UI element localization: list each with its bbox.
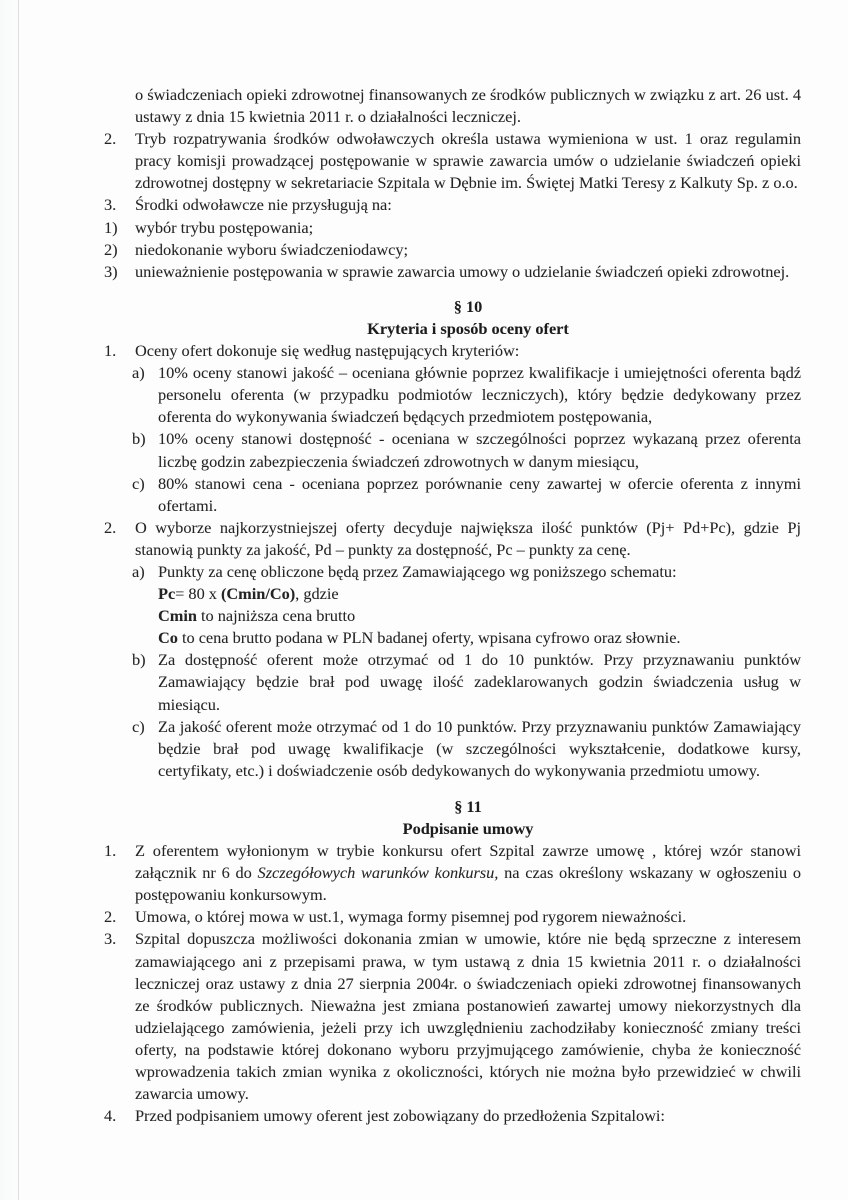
list-marker: 1. [104,841,117,861]
list-text: 80% stanowi cena - oceniana poprzez porównanie ceny zawartej w ofercie oferenta z innymi ofertami. [158,473,801,515]
formula-equation: = 80 x [175,584,221,604]
cmin-definition: to najniższa cena brutto [196,606,356,626]
document-reference-italic: Szczegółowych warunków konkursu, [257,863,499,883]
price-formula-line [158,583,801,605]
list-text: unieważnienie postępowania w sprawie zawarcia umowy o udzielanie świadczeń opieki zdrowotnej. [135,261,790,281]
list-text: Punkty za cenę obliczone będą przez Zamawiającego wg poniższego schematu: [158,561,677,581]
list-marker: 3. [104,195,117,215]
s10-item-1c [132,473,801,517]
s10-item-2 [104,517,801,561]
list-text: wybór trybu postępowania; [135,217,314,237]
sublist-item-3 [104,261,801,283]
s10-item-2a [132,561,801,583]
list-marker: 2. [104,517,117,537]
list-text: Za dostępność oferent może otrzymać od 1 do 10 punktów. Przy przyznawaniu punktów Zamawiający będzie brał pod uwagę ilość zadeklarowanych godzin świadczenia usług w miesiącu. [158,650,801,714]
list-text: Szpital dopuszcza możliwości dokonania zmian w umowie, które nie będą sprzeczne z interesem zamawiającego ani z przepisami prawa, w tym ustawą z dnia 15 kwietnia 2011 r. o działalności leczniczej oraz ustawy z dnia 27 sierpnia 2004r. o świadczeniach opieki zdrowotnej finansowanych ze środków publicznych. Nieważna jest zmiana postanowień zawartej umowy niekorzystnych dla udzielającego zamówienia, jeżeli przy ich uwzględnieniu zachodziłaby konieczność zmiany treści oferty, na podstawie której dokonano wyboru przyjmującego zamówienie, chyba że konieczność wprowadzenia takich zmian wynika z okoliczności, których nie można było przewidzieć w chwili zawarcia umowy. [135,929,801,1104]
s10-item-2c [132,716,801,782]
co-symbol: Co [158,628,178,648]
section-title: Kryteria i sposób oceny ofert [367,318,569,338]
list-marker: 2) [104,239,118,259]
list-item-3 [104,194,801,216]
list-text: Oceny ofert dokonuje się według następujących kryteriów: [135,341,520,361]
section-number: § 10 [453,296,483,316]
list-marker: c) [132,473,145,493]
list-text: Środki odwoławcze nie przysługują na: [135,195,392,215]
list-marker: 4. [104,1106,117,1126]
document-content [104,84,801,1127]
list-marker: 1. [104,341,117,361]
list-marker: b) [132,429,146,449]
list-marker: 3) [104,261,118,281]
section-10-heading [135,296,801,340]
formula-tail: , gdzie [295,584,339,604]
s10-item-1a [132,362,801,428]
s10-item-1 [104,340,801,362]
list-text: Umowa, o której mowa w ust.1, wymaga formy pisemnej pod rygorem nieważności. [135,907,687,927]
s11-item-4 [104,1105,801,1127]
cmin-definition-line [158,605,801,627]
cmin-symbol: Cmin [158,606,197,626]
list-text: niedokonanie wyboru świadczeniodawcy; [135,239,409,259]
list-text: O wyborze najkorzystniejszej oferty decyduje największa ilość punktów (Pj+ Pd+Pc), gdzie Pj stanowią punkty za jakość, Pd – punkty za dostępność, Pc – punkty za cenę. [135,517,801,559]
list-marker: a) [132,363,145,383]
s11-item-2 [104,906,801,928]
s10-item-2b [132,649,801,715]
list-item-2 [104,128,801,194]
list-marker: a) [132,561,145,581]
s11-item-3 [104,928,801,1105]
co-definition-line [158,627,801,649]
list-text-pre: Z oferentem wyłonionym w trybie konkursu ofert Szpital zawrze umowę , której wzór stanowi załącznik nr 6 do [135,841,801,883]
list-text: Za jakość oferent może otrzymać od 1 do 10 punktów. Przy przyznawaniu punktów Zamawiający będzie brał pod uwagę kwalifikacje (w szczególności wykształcenie, dodatkowe kursy, certyfikaty, etc.) i doświadczenie osób dedykowanych do wykonywania przedmiotu umowy. [158,716,801,780]
section-number: § 11 [454,796,482,816]
list-text: 10% oceny stanowi jakość – oceniana głównie poprzez kwalifikacje i umiejętności oferenta bądź personelu oferenta (w przypadku podmiotów leczniczych), który będzie dedykowany przez oferenta do wykonywania świadczeń będących przedmiotem postępowania, [158,363,801,427]
list-text: 10% oceny stanowi dostępność - oceniana w szczególności poprzez wykazaną przez oferenta liczbę godzin zabezpieczenia świadczeń zdrowotnych w danym miesiącu, [158,429,801,471]
list-marker: 3. [104,929,117,949]
co-definition: to cena brutto podana w PLN badanej oferty, wpisana cyfrowo oraz słownie. [177,628,681,648]
section-11-heading [135,796,801,840]
formula-cmin-co: (Cmin/Co) [221,584,296,604]
section-title: Podpisanie umowy [402,819,534,838]
list-marker: c) [132,716,145,736]
list-text-post: na czas określony wskazany w ogłoszeniu o postępowaniu konkursowym. [135,863,801,905]
s10-item-1b [132,428,801,472]
sublist-item-1 [104,217,801,239]
list-text: Przed podpisaniem umowy oferent jest zobowiązany do przedłożenia Szpitalowi: [135,1106,665,1126]
list-marker: 2. [104,907,117,927]
s11-item-1 [104,840,801,906]
continuation-paragraph: o świadczeniach opieki zdrowotnej finansowanych ze środków publicznych w związku z art. 26 ust. 4 ustawy z dnia 15 kwietnia 2011 r. o działalności leczniczej. [135,85,801,127]
scan-edge-line [18,0,19,1200]
list-marker: b) [132,650,146,670]
list-marker: 1) [104,217,118,237]
list-marker: 2. [104,129,117,149]
formula-pc-symbol: Pc [158,584,176,604]
sublist-item-2 [104,239,801,261]
list-text: Tryb rozpatrywania środków odwoławczych określa ustawa wymieniona w ust. 1 oraz regulamin pracy komisji prowadzącej postępowanie w sprawie zawarcia umów o udzielanie świadczeń opieki zdrowotnej dostępny w sekretariacie Szpitala w Dębnie im. Świętej Matki Teresy z Kalkuty Sp. z o.o. [135,129,801,193]
